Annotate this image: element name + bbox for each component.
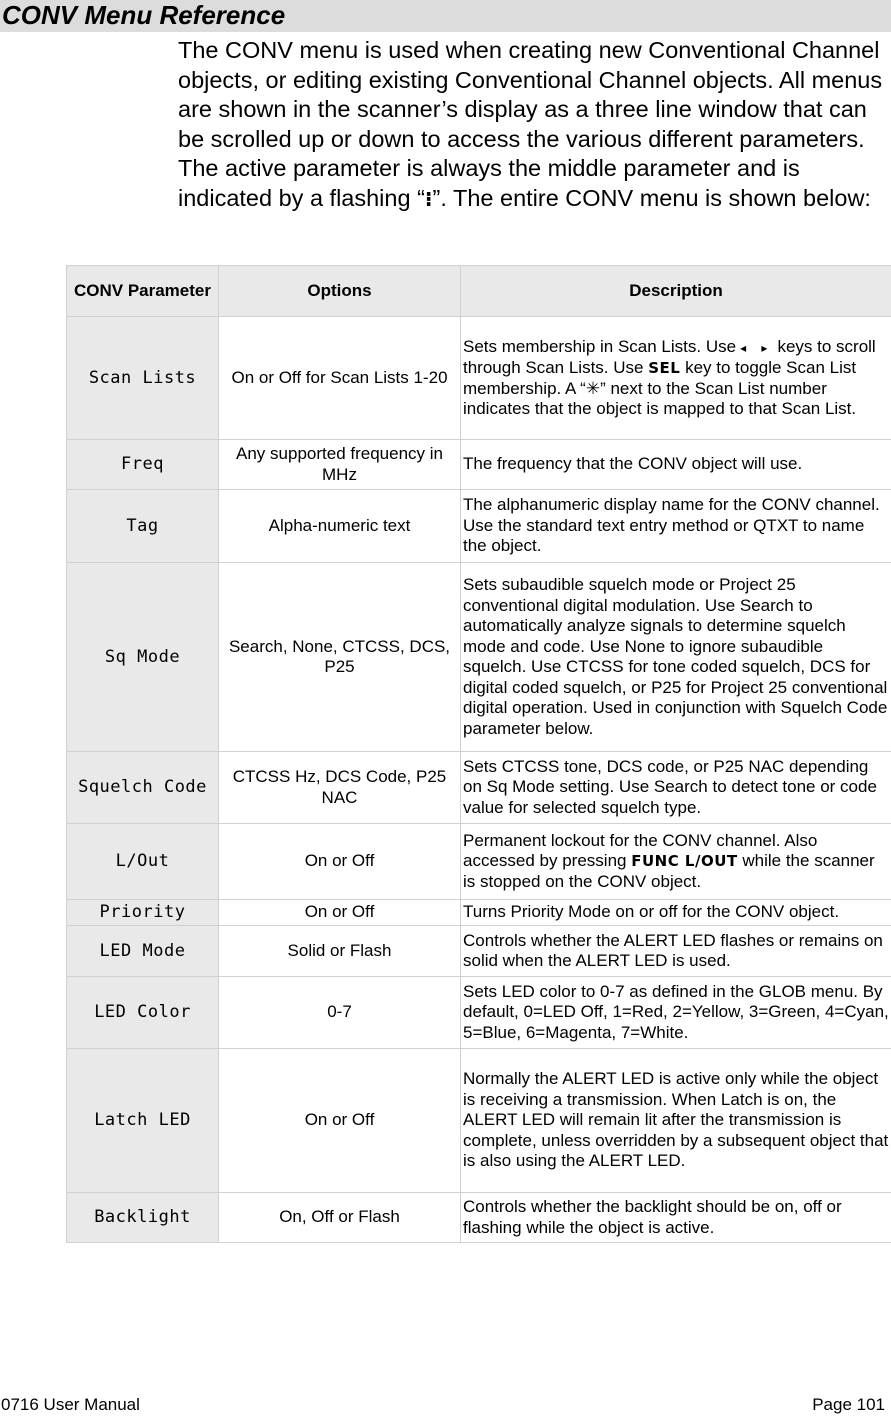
options-cell: On, Off or Flash bbox=[219, 1193, 461, 1243]
description-cell: Controls whether the ALERT LED flashes or remains on solid when the ALERT LED is used. bbox=[461, 926, 891, 977]
table-row bbox=[67, 926, 891, 977]
param-cell: Freq bbox=[67, 440, 219, 490]
desc-text: Sets membership in Scan Lists. Use bbox=[463, 336, 737, 356]
left-right-arrow-icon: ◂ ▸ bbox=[740, 340, 774, 355]
conv-parameter-table bbox=[66, 265, 891, 1243]
func-lout-key-label: FUNC L/OUT bbox=[631, 852, 738, 871]
table-row bbox=[67, 752, 891, 824]
flashing-cursor-icon: ⁝ bbox=[424, 188, 433, 211]
table-row bbox=[67, 900, 891, 926]
description-cell: The frequency that the CONV object will use. bbox=[461, 440, 891, 490]
desc-text: Permanent lockout for the CONV channel. Also accessed by pressing bbox=[463, 830, 818, 871]
desc-text: while the scanner is stopped on the CONV object. bbox=[463, 851, 875, 891]
desc-text: ” next to the Scan List number indicates that the object is mapped to that Scan List. bbox=[463, 378, 857, 418]
options-cell: Search, None, CTCSS, DCS, P25 bbox=[219, 563, 461, 752]
description-cell: Sets subaudible squelch mode or Project 25 conventional digital modulation. Use Search to automatically analyze signals to determine squelch mode and code. Use None to ignore subaudible squelch. Use CTCSS for tone coded squelch, DCS for digital coded squelch, or P25 for Project 25 conventional digital operation. Used in conjunction with Squelch Code parameter below. bbox=[461, 563, 891, 752]
footer-manual-name: 0716 User Manual bbox=[1, 1395, 140, 1414]
param-cell: LED Mode bbox=[67, 926, 219, 977]
param-cell: Tag bbox=[67, 490, 219, 563]
options-cell: On or Off bbox=[219, 900, 461, 926]
options-cell: Any supported frequency in MHz bbox=[219, 440, 461, 490]
options-cell: On or Off bbox=[219, 1049, 461, 1193]
table-header-row bbox=[67, 266, 891, 317]
table-row bbox=[67, 563, 891, 752]
options-cell: Alpha-numeric text bbox=[219, 490, 461, 563]
sel-key-label: SEL bbox=[648, 359, 681, 377]
intro-text-b: ”. The entire CONV menu is shown below: bbox=[432, 184, 871, 211]
table-row bbox=[67, 1193, 891, 1243]
param-cell: Scan Lists bbox=[67, 317, 219, 440]
title-bar bbox=[0, 0, 891, 32]
param-cell: Latch LED bbox=[67, 1049, 219, 1193]
description-cell: The alphanumeric display name for the CONV channel. Use the standard text entry method or QTXT to name the object. bbox=[461, 490, 891, 563]
page-title: CONV Menu Reference bbox=[2, 0, 286, 30]
desc-text: keys to scroll through Scan Lists. Use bbox=[463, 336, 876, 377]
description-cell bbox=[461, 317, 891, 440]
header-description: Description bbox=[461, 266, 891, 317]
intro-text-a: The CONV menu is used when creating new Conventional Channel objects, or editing existing Conventional Channel objects. All menus are shown in the scanner’s display as a three line window that can be scrolled up or down to access the various different parameters. The active parameter is always the middle parameter and is indicated by a flashing “ bbox=[178, 37, 883, 211]
table-row bbox=[67, 317, 891, 440]
description-cell: Controls whether the backlight should be on, off or flashing while the object is active. bbox=[461, 1193, 891, 1243]
asterisk-icon: ✳ bbox=[585, 378, 601, 398]
param-cell: Priority bbox=[67, 900, 219, 926]
param-cell: Sq Mode bbox=[67, 563, 219, 752]
options-cell: On or Off for Scan Lists 1-20 bbox=[219, 317, 461, 440]
header-parameter: CONV Parameter bbox=[67, 266, 219, 317]
table-row bbox=[67, 440, 891, 490]
options-cell: Solid or Flash bbox=[219, 926, 461, 977]
description-cell: Normally the ALERT LED is active only while the object is receiving a transmission. When Latch is on, the ALERT LED will remain lit after the transmission is complete, unless overridden by a subsequent object that is also using the ALERT LED. bbox=[461, 1049, 891, 1193]
param-cell: Squelch Code bbox=[67, 752, 219, 824]
desc-text: key to toggle Scan List membership. A “ bbox=[463, 358, 857, 398]
description-cell bbox=[461, 824, 891, 900]
table-row bbox=[67, 824, 891, 900]
intro-paragraph bbox=[178, 36, 890, 216]
options-cell: On or Off bbox=[219, 824, 461, 900]
param-cell: L/Out bbox=[67, 824, 219, 900]
options-cell: CTCSS Hz, DCS Code, P25 NAC bbox=[219, 752, 461, 824]
footer-page-number: Page 101 bbox=[812, 1395, 885, 1414]
options-cell: 0-7 bbox=[219, 977, 461, 1049]
description-cell: Sets LED color to 0-7 as defined in the GLOB menu. By default, 0=LED Off, 1=Red, 2=Yellow, 3=Green, 4=Cyan, 5=Blue, 6=Magenta, 7=White. bbox=[461, 977, 891, 1049]
table-row bbox=[67, 977, 891, 1049]
table-row bbox=[67, 1049, 891, 1193]
header-options: Options bbox=[219, 266, 461, 317]
param-cell: Backlight bbox=[67, 1193, 219, 1243]
param-cell: LED Color bbox=[67, 977, 219, 1049]
description-cell: Turns Priority Mode on or off for the CONV object. bbox=[461, 900, 891, 926]
table-row bbox=[67, 490, 891, 563]
description-cell: Sets CTCSS tone, DCS code, or P25 NAC depending on Sq Mode setting. Use Search to detect tone or code value for selected squelch type. bbox=[461, 752, 891, 824]
